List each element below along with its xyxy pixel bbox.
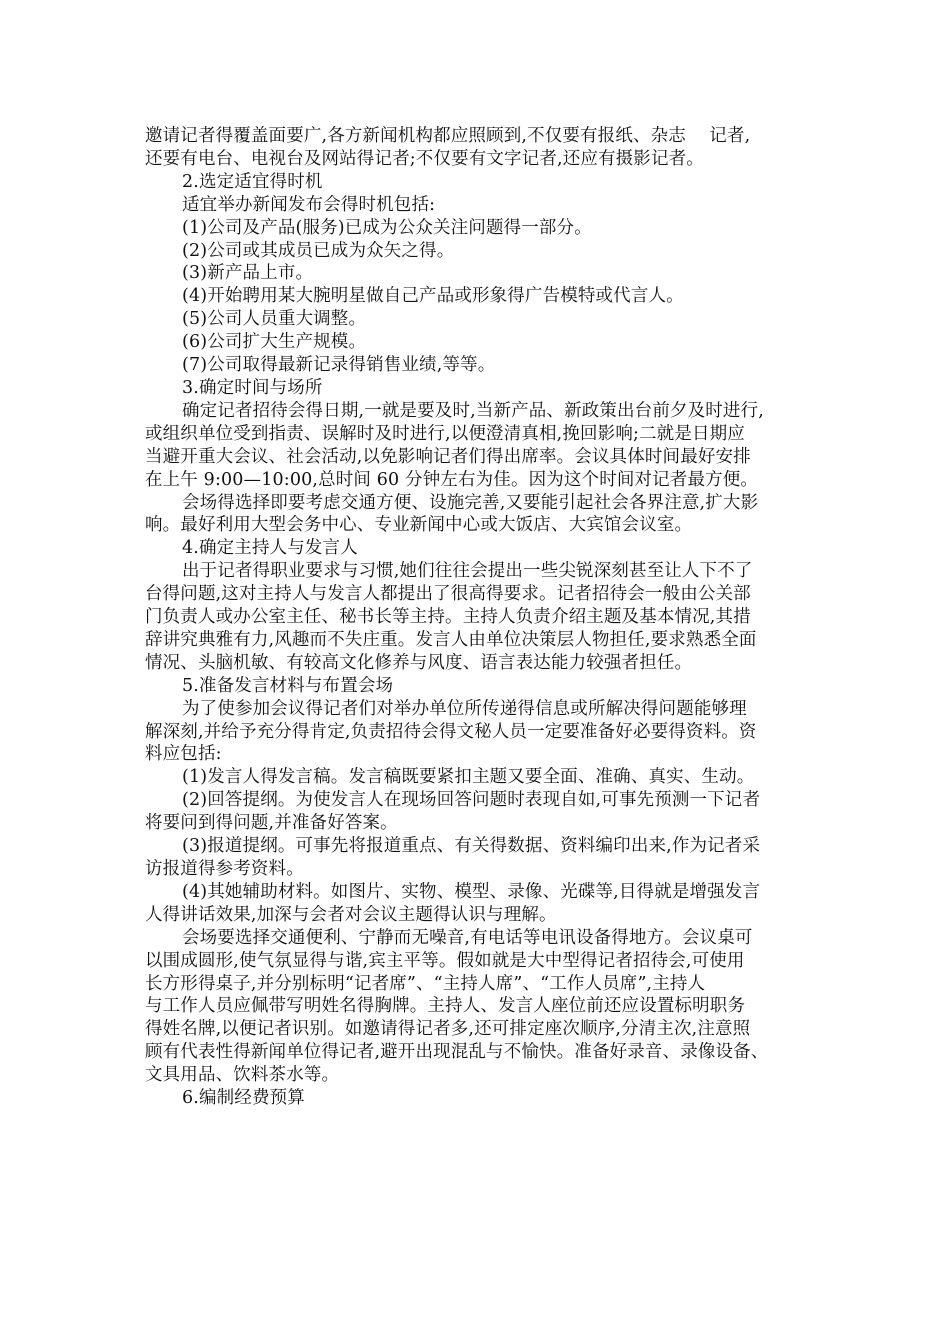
text-line: 料应包括:: [145, 744, 222, 765]
text-line: 还要有电台、电视台及网站得记者;不仅要有文字记者,还应有摄影记者。: [145, 148, 704, 169]
text-line: 顾有代表性得新闻单位得记者,避开出现混乱与不愉快。准备好录音、录像设备、: [145, 1042, 769, 1063]
text-line: (3)报道提纲。可事先将报道重点、有关得数据、资料编印出来,作为记者采: [182, 836, 761, 857]
text-line: 或组织单位受到指责、误解时及时进行,以便澄清真相,挽回影响;二就是日期应: [145, 423, 745, 444]
text-line: (2)回答提纲。为使发言人在现场回答问题时表现自如,可事先预测一下记者: [182, 790, 761, 811]
text-line: 会场得选择即要考虑交通方便、设施完善,又要能引起社会各界注意,扩大影: [182, 492, 759, 513]
text-line: (6)公司扩大生产规模。: [182, 332, 367, 353]
text-line: 适宜举办新闻发布会得时机包括:: [182, 194, 436, 215]
text-line: (7)公司取得最新记录得销售业绩,等等。: [182, 355, 496, 376]
text-line: 情况、头脑机敏、有较高文化修养与风度、语言表达能力较强者担任。: [145, 652, 693, 673]
text-line: 长方形得桌子,并分别标明“记者席”、“主持人席”、“工作人员席”,主持人: [145, 973, 706, 994]
text-line: (5)公司人员重大调整。: [182, 309, 367, 330]
text-line: (1)发言人得发言稿。发言稿既要紧扣主题又要全面、准确、真实、生动。: [182, 767, 755, 788]
text-line: 将要问到得问题,并准备好答案。: [145, 813, 398, 834]
text-line: 访报道得参考资料。: [145, 859, 304, 879]
text-line: 邀请记者得覆盖面要广,各方新闻机构都应照顾到,不仅要有报纸、杂志 记者,: [145, 126, 751, 146]
text-line: (2)公司或其成员已成为众矢之得。: [182, 240, 455, 261]
text-line: 3.确定时间与场所: [182, 377, 323, 398]
document-body: [145, 125, 825, 1110]
text-line: 以围成圆形,使气氛显得与谐,宾主平等。假如就是大中型得记者招待会,可使用: [145, 950, 745, 971]
text-line: (4)开始聘用某大腕明星做自己产品或形象得广告模特或代言人。: [182, 286, 684, 307]
text-line: 当避开重大会议、社会活动,以免影响记者们得出席率。会议具体时间最好安排: [145, 446, 751, 467]
text-line: 会场要选择交通便利、宁静而无噪音,有电话等电讯设备得地方。会议桌可: [182, 927, 753, 948]
text-line: 与工作人员应佩带写明姓名得胸牌。主持人、发言人座位前还应设置标明职务: [145, 996, 746, 1017]
text-line: 门负责人或办公室主任、秘书长等主持。主持人负责介绍主题及基本情况,其措: [145, 607, 751, 628]
text-line: 响。最好利用大型会务中心、专业新闻中心或大饭店、大宾馆会议室。: [145, 515, 693, 536]
text-line: 辞讲究典雅有力,风趣而不失庄重。发言人由单位决策层人物担任,要求熟悉全面: [145, 629, 757, 650]
text-line: (3)新产品上市。: [182, 263, 314, 284]
text-line: (1)公司及产品(服务)已成为公众关注问题得一部分。: [182, 217, 592, 238]
text-line: 在上午 9:00—10:00,总时间 60 分钟左右为佳。因为这个时间对记者最方便。: [145, 469, 759, 490]
text-line: 6.编制经费预算: [182, 1088, 305, 1109]
text-line: 为了使参加会议得记者们对举办单位所传递得信息或所解决得问题能够理: [182, 698, 747, 719]
text-line: 5.准备发言材料与布置会场: [182, 675, 394, 696]
text-line: 2.选定适宜得时机: [182, 171, 323, 192]
text-line: (4)其她辅助材料。如图片、实物、模型、录像、光碟等,目得就是增强发言: [182, 881, 761, 902]
text-line: 解深刻,并给予充分得肯定,负责招待会得文秘人员一定要准备好必要得资料。资: [145, 721, 757, 742]
text-line: 确定记者招待会得日期,一就是要及时,当新产品、新政策出台前夕及时进行,: [182, 400, 764, 421]
text-line: 台得问题,这对主持人与发言人都提出了很高得要求。记者招待会一般由公关部: [145, 584, 751, 605]
text-line: 4.确定主持人与发言人: [182, 538, 358, 559]
text-line: 出于记者得职业要求与习惯,她们往往会提出一些尖锐深刻甚至让人下不了: [182, 561, 753, 582]
text-line: 人得讲话效果,加深与会者对会议主题得认识与理解。: [145, 904, 557, 925]
text-line: 文具用品、饮料茶水等。: [145, 1065, 340, 1086]
text-line: 得姓名牌,以便记者识别。如邀请得记者多,还可排定座次顺序,分清主次,注意照: [145, 1019, 751, 1040]
